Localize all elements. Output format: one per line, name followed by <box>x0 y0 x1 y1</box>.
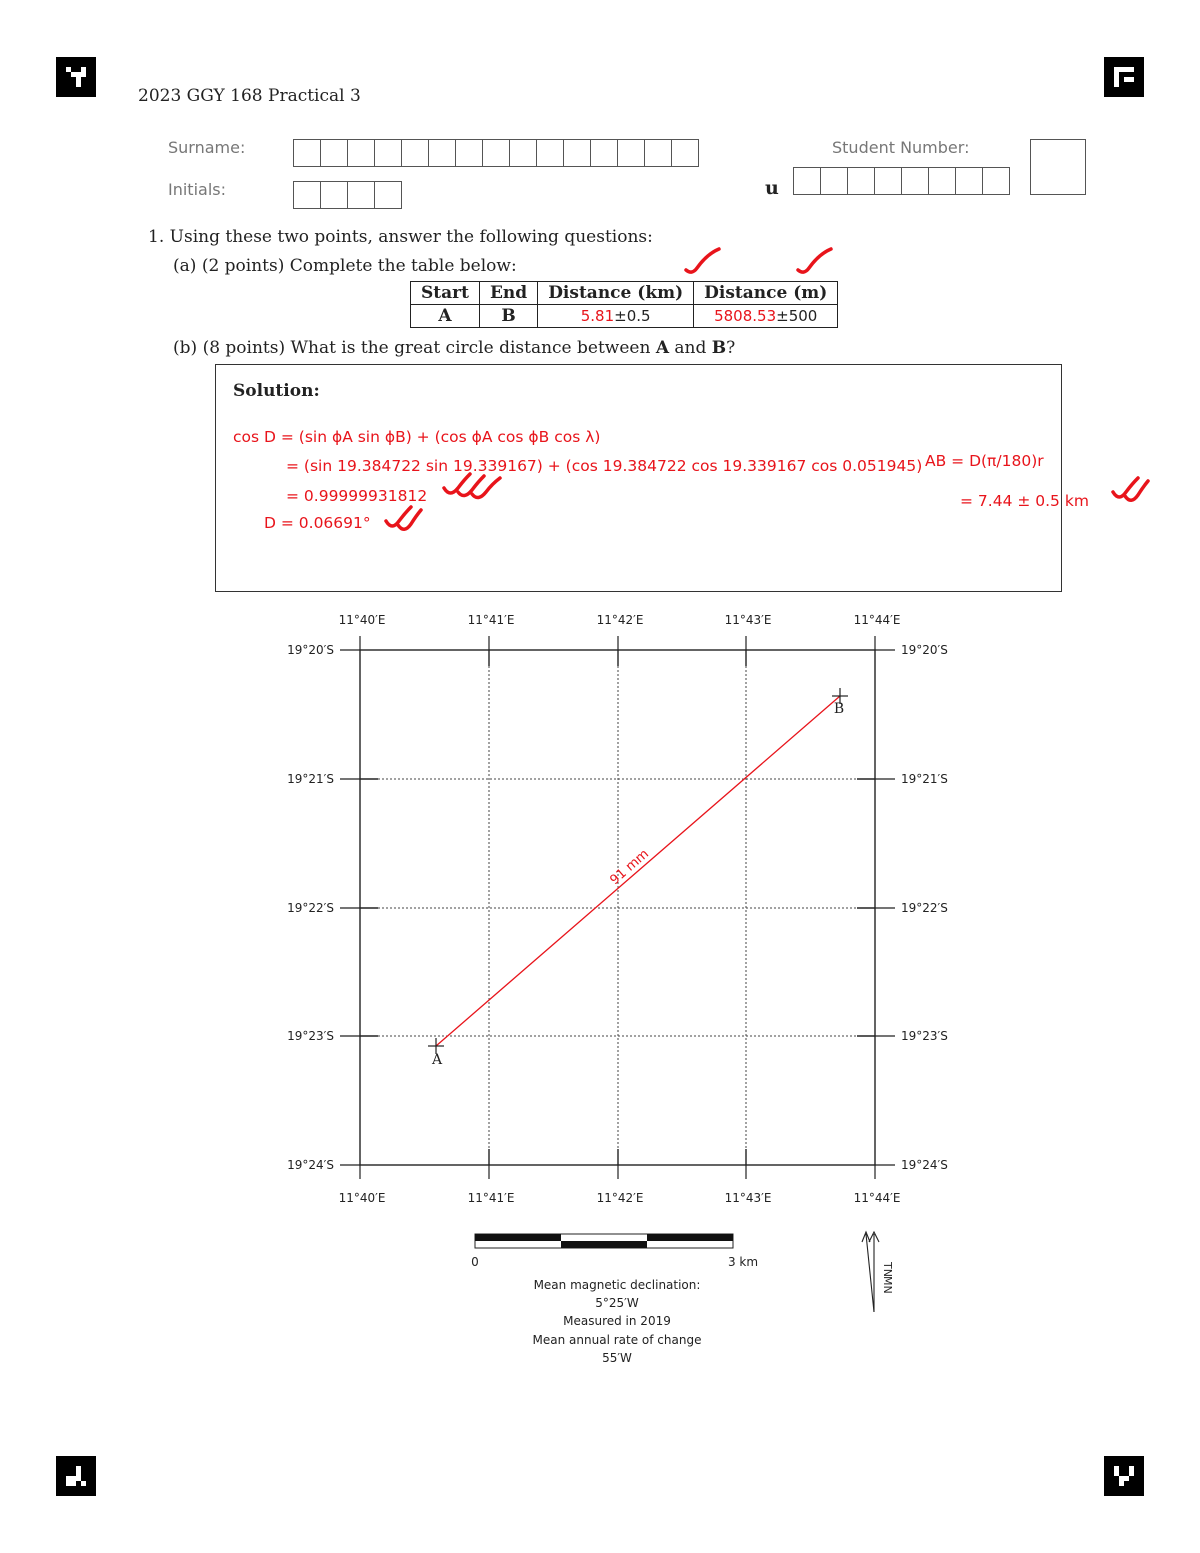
line-annotation: 91 mm <box>607 846 652 889</box>
solution-ab-result: = 7.44 ± 0.5 km <box>960 492 1089 510</box>
left-latitude-label: 19°24′S <box>287 1158 334 1172</box>
check-mark-icon <box>440 470 506 504</box>
bottom-longitude-label: 11°41′E <box>467 1191 515 1205</box>
table-cell-distance-m: 5808.53±500 <box>694 305 838 328</box>
top-longitude-label: 11°44′E <box>853 613 901 627</box>
table-header-end: End <box>479 282 537 305</box>
fiducial-marker-top-right <box>1104 57 1144 97</box>
right-latitude-label: 19°24′S <box>901 1158 948 1172</box>
student-prefix: u <box>765 177 779 199</box>
declination-text: Mean magnetic declination: <box>533 1278 701 1292</box>
student-number-label: Student Number: <box>832 138 970 157</box>
point-b-label: B <box>833 701 845 717</box>
solution-box <box>215 364 1062 592</box>
bottom-longitude-label: 11°44′E <box>853 1191 901 1205</box>
right-latitude-label: 19°22′S <box>901 901 948 915</box>
solution-line-3: = 0.99999931812 <box>286 487 428 505</box>
declination-text: 55′W <box>602 1351 632 1365</box>
top-longitude-label: 11°42′E <box>596 613 644 627</box>
scale-bar <box>475 1234 733 1248</box>
distance-table <box>410 281 838 328</box>
question-1 <box>148 227 653 247</box>
declination-text: 5°25′W <box>595 1296 639 1310</box>
bottom-longitude-label: 11°40′E <box>338 1191 386 1205</box>
table-header-distance-m: Distance (m) <box>694 282 838 305</box>
surname-label: Surname: <box>168 138 246 157</box>
solution-line-4: D = 0.06691° <box>264 514 371 532</box>
right-latitude-label: 19°20′S <box>901 643 948 657</box>
top-longitude-label: 11°43′E <box>724 613 772 627</box>
bottom-longitude-label: 11°43′E <box>724 1191 772 1205</box>
table-header-distance-km: Distance (km) <box>538 282 694 305</box>
left-latitude-label: 19°22′S <box>287 901 334 915</box>
declination-text: Measured in 2019 <box>563 1314 671 1328</box>
top-longitude-label: 11°40′E <box>338 613 386 627</box>
solution-line-1: cos D = (sin ϕA sin ϕB) + (cos ϕA cos ϕB cos λ) <box>233 428 601 446</box>
document-title: 2023 GGY 168 Practical 3 <box>138 86 361 106</box>
initials-boxes[interactable] <box>293 181 401 209</box>
left-latitude-label: 19°21′S <box>287 772 334 786</box>
fiducial-marker-bottom-left <box>56 1456 96 1496</box>
point-a-label: A <box>431 1052 443 1068</box>
table-cell-end: B <box>479 305 537 328</box>
question-number: 1. <box>148 227 165 247</box>
table-header-start: Start <box>411 282 480 305</box>
true-north-label: TN <box>881 1262 894 1277</box>
table-cell-distance-km: 5.81±0.5 <box>538 305 694 328</box>
table-cell-start: A <box>411 305 480 328</box>
left-latitude-label: 19°20′S <box>287 643 334 657</box>
mark-box <box>1030 139 1086 195</box>
map-grid <box>378 666 857 1149</box>
bottom-longitude-label: 11°42′E <box>596 1191 644 1205</box>
declination-text: Mean annual rate of change <box>532 1333 702 1347</box>
scale-end-label: 3 km <box>727 1255 759 1269</box>
solution-heading: Solution: <box>233 381 320 401</box>
question-text: Using these two points, answer the following questions: <box>169 227 653 247</box>
part-b: (b) (8 points) What is the great circle distance between A and B? <box>173 338 736 358</box>
magnetic-north-label: MN <box>881 1276 894 1294</box>
check-mark-icon <box>683 246 723 276</box>
right-latitude-label: 19°21′S <box>901 772 948 786</box>
topographic-map <box>0 600 1200 1380</box>
check-mark-icon <box>383 503 423 537</box>
part-a: (a) (2 points) Complete the table below: <box>173 256 517 276</box>
fiducial-marker-bottom-right <box>1104 1456 1144 1496</box>
ab-line <box>436 696 840 1046</box>
initials-label: Initials: <box>168 180 226 199</box>
check-mark-icon <box>1110 474 1150 508</box>
scale-start-label: 0 <box>471 1255 479 1269</box>
solution-line-2: = (sin 19.384722 sin 19.339167) + (cos 19.384722 cos 19.339167 cos 0.051945) <box>286 457 923 475</box>
solution-ab-formula: AB = D(π/180)r <box>925 452 1044 470</box>
right-latitude-label: 19°23′S <box>901 1029 948 1043</box>
surname-boxes[interactable] <box>293 139 698 167</box>
left-latitude-label: 19°23′S <box>287 1029 334 1043</box>
student-number-boxes[interactable] <box>793 167 1009 195</box>
fiducial-marker-top-left <box>56 57 96 97</box>
top-longitude-label: 11°41′E <box>467 613 515 627</box>
check-mark-icon <box>795 246 835 276</box>
north-arrow-icon <box>862 1232 879 1312</box>
